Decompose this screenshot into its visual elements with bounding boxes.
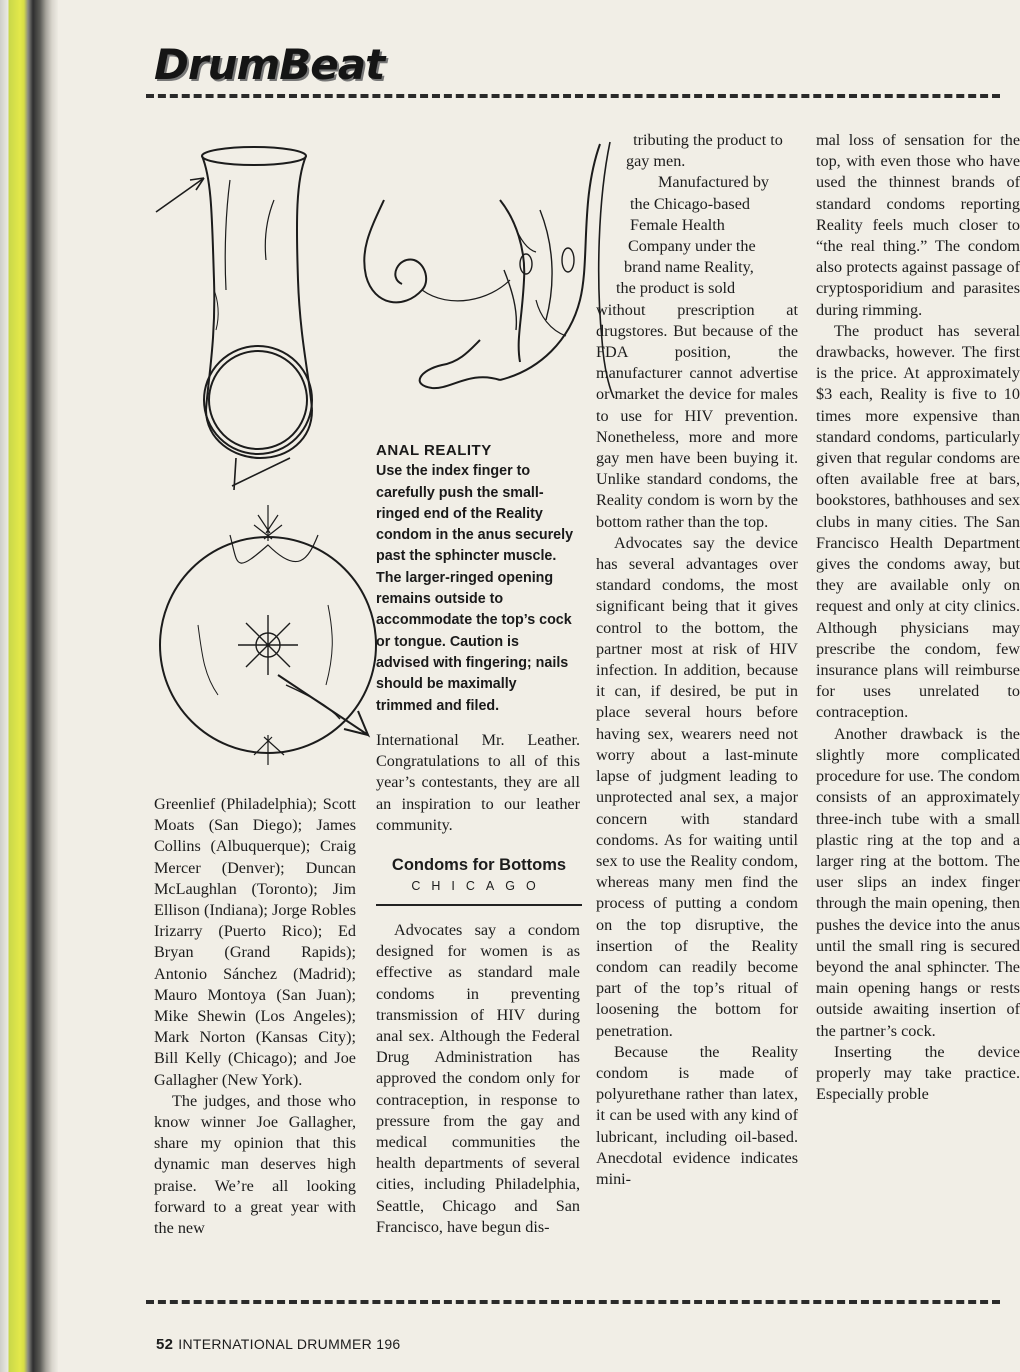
drawbacks-paragraph: The product has several drawbacks, however. The first is the price. At approximately $3 each, Reality is five to 10 times more expensive than standard condoms, particularly given that regular condoms are often available free at bars, bookstores, bathhouses and sex clubs in many cities. The San Francisco Health Department gives the condoms away, but they are available only on request and only at city clinics. Although physicians may prescribe the condom, few insurance plans will reimburse for uses unrelated to contraception.	[816, 321, 1020, 722]
column-1	[154, 794, 356, 1239]
wrapped-line-3: Manufactured by	[658, 173, 770, 192]
polyurethane-paragraph: Because the Reality condom is made of polyurethane rather than latex, it can be used with any kind of lubricant, including oil-based. Anecdotal evidence indicates mini-	[596, 1042, 798, 1188]
column-2	[376, 730, 580, 836]
illustration-caption	[376, 440, 576, 717]
caption-text: Use the index finger to carefully push the small-ringed end of the Reality condom in the anus securely past the sphincter muscle. The larger-ringed opening remains outside to accommodate the top’s cock or tongue. Caution is advised with fingering; nails should be maximally trimmed and filed.	[376, 463, 574, 714]
wrapped-line-2: gay men.	[626, 152, 686, 171]
page-folio	[156, 1336, 401, 1353]
judges-paragraph: The judges, and those who know winner Joe Gallagher, share my opinion that this dynamic man deserves high praise. We’re all looking forward to a great year with the new	[154, 1091, 356, 1238]
magazine-page	[58, 0, 1020, 1372]
page-number: 52	[156, 1336, 174, 1353]
condom-illustration	[154, 140, 354, 500]
advantages-paragraph: Advocates say the device has several advantages over standard condoms, the most significant being that it gives control to the bottom, the partner most at risk of HIV infection. In addition, because it can, if desired, be put in place several hours before having sex, wearers need not worry about a last-minute lapse of judgment leading to unprotected anal sex, a major concern with standard condoms. As for waiting until sex to use the Reality condom, whereas many men find the process of putting a condom on the top disruptive, the insertion of the Reality condom can readily become part of the top’s ritual of loosening the bottom for penetration.	[596, 533, 798, 1040]
fda-paragraph: without prescription at drugstores. But because of the FDA position, the manufacturer cannot advertise or market the device for males to use for HIV prevention. Nonetheless, more and more gay men have been buying it. Unlike standard condoms, the Reality condom is worn by the bottom rather than the top.	[596, 300, 798, 531]
anatomy-illustration	[340, 140, 610, 420]
practice-paragraph: Inserting the device properly may take practice. Especially proble	[816, 1042, 1020, 1104]
headline-rule	[376, 904, 582, 906]
wrapped-line-5: Female Health	[630, 215, 725, 234]
bottom-dashed-rule	[146, 1300, 1000, 1304]
article-dateline: CHICAGO	[411, 879, 547, 893]
wrapped-line-1: tributing the product to	[633, 131, 783, 149]
column-4	[816, 130, 1020, 1105]
column-2-article	[376, 920, 580, 1238]
wrapped-line-8: the product is sold	[616, 279, 736, 298]
wrapped-line-6: Company under the	[628, 237, 756, 256]
wrapped-line-7: brand name Reality,	[624, 258, 754, 277]
column-3	[596, 130, 798, 1190]
sensation-paragraph: mal loss of sensation for the top, with even those who have used the thinnest brands of standard condoms reporting Reality feels much closer to “the real thing.” The condom also protects against passage of cryptosporidium and parasites during rimming.	[816, 131, 1020, 319]
procedure-paragraph: Another drawback is the slightly more complicated procedure for use. The condom consists of an approximately three-inch tube with a small plastic ring at the top and a larger ring at the bottom. The user slips an index finger through the main opening, then pushes the device into the anus until the small ring is secured beyond the anal sphincter. The main opening hangs or rests outside awaiting insertion of the partner’s cock.	[816, 724, 1020, 1040]
top-dashed-rule	[146, 94, 1000, 98]
article-title: Condoms for Bottoms	[391, 856, 567, 874]
caption-title: ANAL REALITY	[376, 442, 492, 459]
magazine-binding-edge	[0, 0, 58, 1372]
contestant-list-paragraph: Greenlief (Philadelphia); Scott Moats (San Diego); James Collins (Albuquerque); Craig Mercer (Denver); Duncan McLaughlan (Toronto); Jim Ellison (Indiana); Jorge Robles Irizarry (Puerto Rico); Ed Bryan (Grand Rapids); Antonio Sánchez (Madrid); Mauro Montoya (San Juan); Mike Shewin (Los Angeles); Mark Norton (Kansas City); Bill Kelly (Chicago); and Joe Gallagher (New York).	[154, 795, 356, 1089]
article-lead-paragraph: Advocates say a condom designed for women is as effective as standard male condoms in preventing transmission of HIV during anal sex. Although the Federal Drug Administration has approved the condom only for contraception, in response to pressure from the gay and medical communities the health departments of several cities, including Philadelphia, Seattle, Chicago and San Francisco, have begun dis-	[376, 921, 580, 1236]
sphincter-diagram	[158, 505, 378, 770]
column-4-clip	[816, 130, 1020, 1280]
section-logo: DrumBeat	[154, 40, 385, 89]
leather-paragraph: International Mr. Leather. Congratulations to all of this year’s contestants, they are all an inspiration to our leather community.	[376, 731, 580, 834]
wrapped-line-4: the Chicago-based	[630, 194, 751, 213]
publication-name: INTERNATIONAL DRUMMER 196	[178, 1336, 401, 1352]
